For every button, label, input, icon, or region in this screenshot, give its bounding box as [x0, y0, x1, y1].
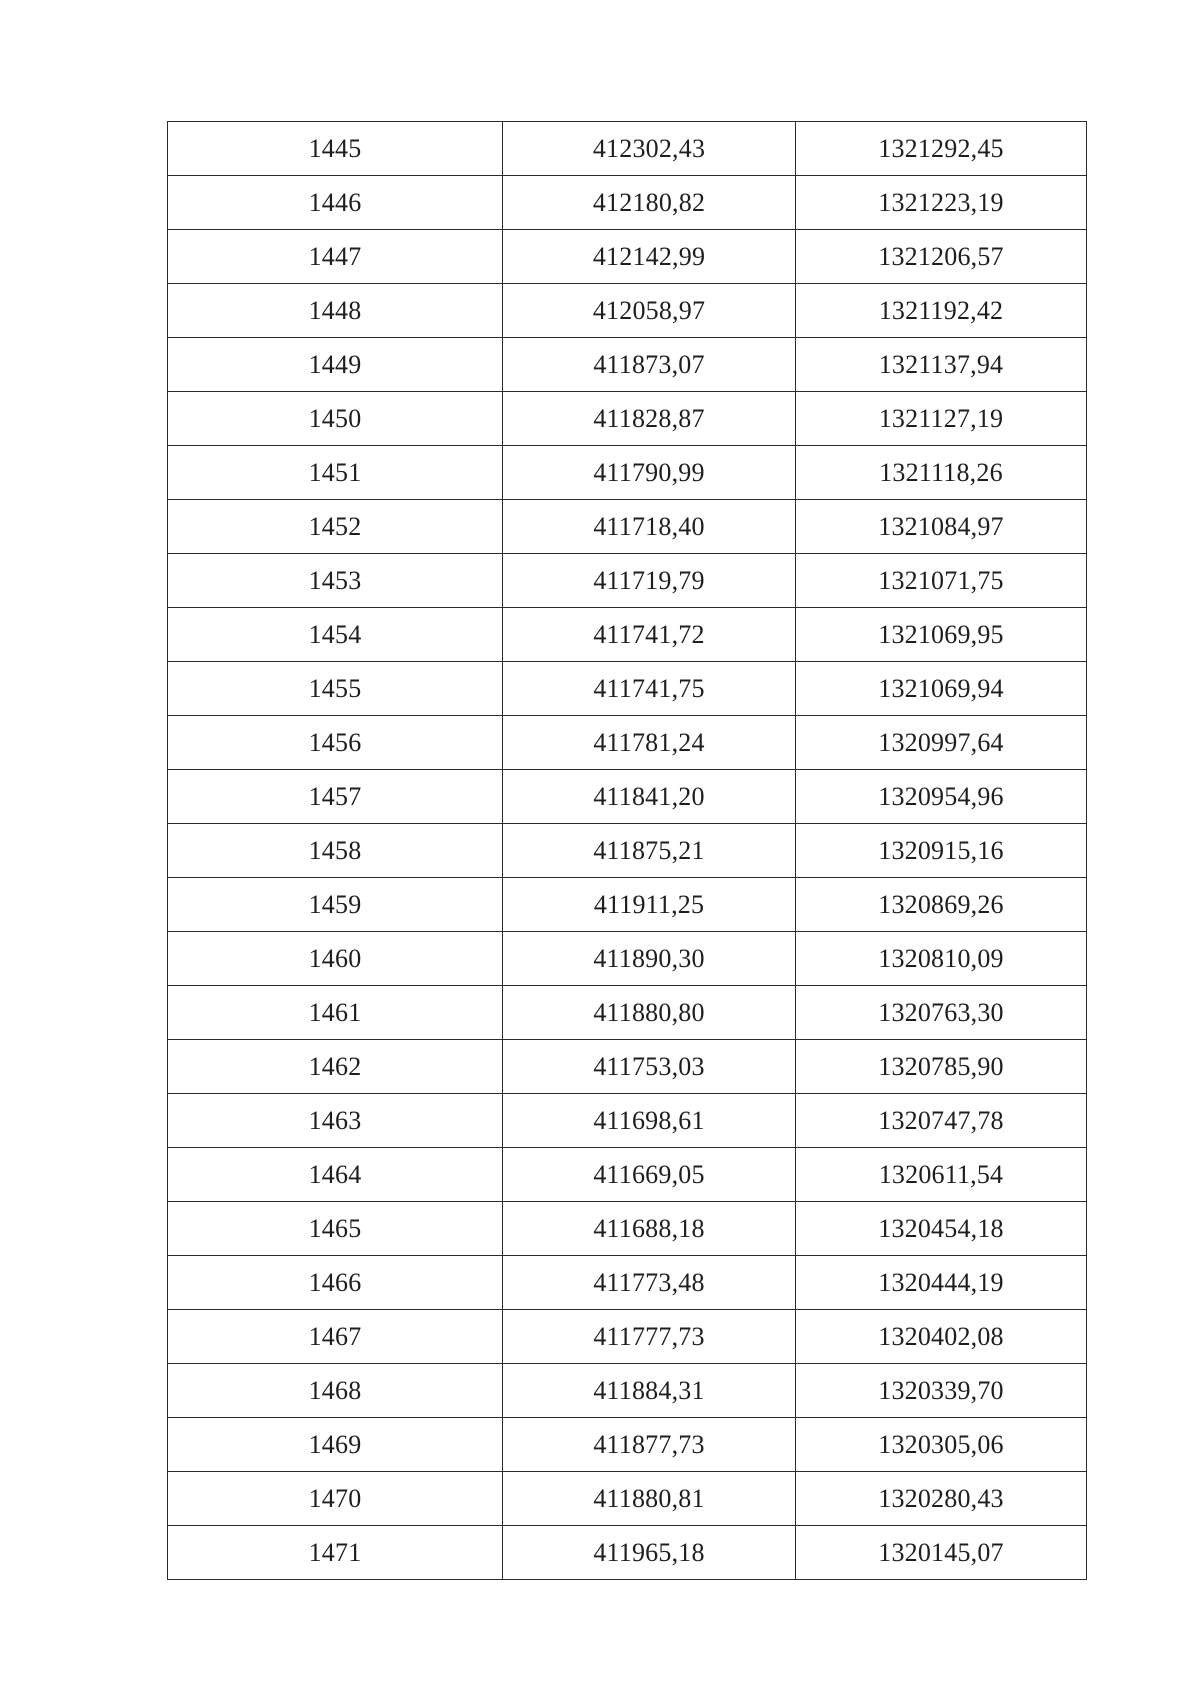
table-row: [168, 446, 1087, 500]
y-coordinate-cell: 1320454,18: [796, 1202, 1087, 1256]
point-number-cell: 1467: [168, 1310, 503, 1364]
point-number-cell: 1456: [168, 716, 503, 770]
y-coordinate-cell: 1320869,26: [796, 878, 1087, 932]
table-row: [168, 662, 1087, 716]
x-coordinate-cell: 412302,43: [503, 122, 796, 176]
y-coordinate-cell: 1320763,30: [796, 986, 1087, 1040]
y-coordinate-cell: 1320997,64: [796, 716, 1087, 770]
point-number-cell: 1469: [168, 1418, 503, 1472]
table-row: [168, 1526, 1087, 1580]
y-coordinate-cell: 1321071,75: [796, 554, 1087, 608]
y-coordinate-cell: 1320810,09: [796, 932, 1087, 986]
x-coordinate-cell: 411890,30: [503, 932, 796, 986]
point-number-cell: 1465: [168, 1202, 503, 1256]
table-row: [168, 1472, 1087, 1526]
x-coordinate-cell: 411828,87: [503, 392, 796, 446]
y-coordinate-cell: 1320145,07: [796, 1526, 1087, 1580]
y-coordinate-cell: 1321127,19: [796, 392, 1087, 446]
table-row: [168, 554, 1087, 608]
y-coordinate-cell: 1321292,45: [796, 122, 1087, 176]
point-number-cell: 1466: [168, 1256, 503, 1310]
table-row: [168, 500, 1087, 554]
table-row: [168, 1202, 1087, 1256]
x-coordinate-cell: 411718,40: [503, 500, 796, 554]
x-coordinate-cell: 411911,25: [503, 878, 796, 932]
point-number-cell: 1446: [168, 176, 503, 230]
x-coordinate-cell: 411777,73: [503, 1310, 796, 1364]
x-coordinate-cell: 411773,48: [503, 1256, 796, 1310]
table-row: [168, 716, 1087, 770]
x-coordinate-cell: 411873,07: [503, 338, 796, 392]
table-row: [168, 1364, 1087, 1418]
y-coordinate-cell: 1320280,43: [796, 1472, 1087, 1526]
x-coordinate-cell: 411875,21: [503, 824, 796, 878]
x-coordinate-cell: 411669,05: [503, 1148, 796, 1202]
point-number-cell: 1462: [168, 1040, 503, 1094]
x-coordinate-cell: 411781,24: [503, 716, 796, 770]
y-coordinate-cell: 1321206,57: [796, 230, 1087, 284]
x-coordinate-cell: 411880,81: [503, 1472, 796, 1526]
x-coordinate-cell: 411741,72: [503, 608, 796, 662]
point-number-cell: 1450: [168, 392, 503, 446]
table-row: [168, 932, 1087, 986]
y-coordinate-cell: 1321069,95: [796, 608, 1087, 662]
point-number-cell: 1452: [168, 500, 503, 554]
coordinates-table-body: [168, 122, 1087, 1580]
point-number-cell: 1445: [168, 122, 503, 176]
table-row: [168, 392, 1087, 446]
y-coordinate-cell: 1321223,19: [796, 176, 1087, 230]
x-coordinate-cell: 411790,99: [503, 446, 796, 500]
point-number-cell: 1464: [168, 1148, 503, 1202]
point-number-cell: 1471: [168, 1526, 503, 1580]
table-row: [168, 284, 1087, 338]
table-row: [168, 230, 1087, 284]
point-number-cell: 1458: [168, 824, 503, 878]
x-coordinate-cell: 411719,79: [503, 554, 796, 608]
x-coordinate-cell: 411884,31: [503, 1364, 796, 1418]
y-coordinate-cell: 1321192,42: [796, 284, 1087, 338]
x-coordinate-cell: 411753,03: [503, 1040, 796, 1094]
x-coordinate-cell: 411877,73: [503, 1418, 796, 1472]
y-coordinate-cell: 1320339,70: [796, 1364, 1087, 1418]
point-number-cell: 1463: [168, 1094, 503, 1148]
y-coordinate-cell: 1320444,19: [796, 1256, 1087, 1310]
y-coordinate-cell: 1320611,54: [796, 1148, 1087, 1202]
table-row: [168, 1094, 1087, 1148]
table-row: [168, 1040, 1087, 1094]
point-number-cell: 1447: [168, 230, 503, 284]
point-number-cell: 1448: [168, 284, 503, 338]
point-number-cell: 1449: [168, 338, 503, 392]
point-number-cell: 1455: [168, 662, 503, 716]
table-row: [168, 122, 1087, 176]
point-number-cell: 1451: [168, 446, 503, 500]
y-coordinate-cell: 1320402,08: [796, 1310, 1087, 1364]
x-coordinate-cell: 411841,20: [503, 770, 796, 824]
y-coordinate-cell: 1320747,78: [796, 1094, 1087, 1148]
y-coordinate-cell: 1321118,26: [796, 446, 1087, 500]
x-coordinate-cell: 411965,18: [503, 1526, 796, 1580]
point-number-cell: 1461: [168, 986, 503, 1040]
point-number-cell: 1457: [168, 770, 503, 824]
table-row: [168, 338, 1087, 392]
table-row: [168, 1256, 1087, 1310]
point-number-cell: 1453: [168, 554, 503, 608]
point-number-cell: 1470: [168, 1472, 503, 1526]
y-coordinate-cell: 1321069,94: [796, 662, 1087, 716]
x-coordinate-cell: 412058,97: [503, 284, 796, 338]
table-row: [168, 986, 1087, 1040]
table-row: [168, 1148, 1087, 1202]
x-coordinate-cell: 411688,18: [503, 1202, 796, 1256]
point-number-cell: 1468: [168, 1364, 503, 1418]
table-row: [168, 770, 1087, 824]
table-row: [168, 1418, 1087, 1472]
x-coordinate-cell: 412142,99: [503, 230, 796, 284]
y-coordinate-cell: 1321137,94: [796, 338, 1087, 392]
table-row: [168, 608, 1087, 662]
y-coordinate-cell: 1321084,97: [796, 500, 1087, 554]
y-coordinate-cell: 1320915,16: [796, 824, 1087, 878]
y-coordinate-cell: 1320954,96: [796, 770, 1087, 824]
point-number-cell: 1454: [168, 608, 503, 662]
table-row: [168, 824, 1087, 878]
x-coordinate-cell: 411698,61: [503, 1094, 796, 1148]
coordinates-table: [167, 121, 1087, 1580]
table-row: [168, 176, 1087, 230]
x-coordinate-cell: 411741,75: [503, 662, 796, 716]
y-coordinate-cell: 1320305,06: [796, 1418, 1087, 1472]
point-number-cell: 1460: [168, 932, 503, 986]
x-coordinate-cell: 412180,82: [503, 176, 796, 230]
point-number-cell: 1459: [168, 878, 503, 932]
x-coordinate-cell: 411880,80: [503, 986, 796, 1040]
table-row: [168, 1310, 1087, 1364]
table-row: [168, 878, 1087, 932]
y-coordinate-cell: 1320785,90: [796, 1040, 1087, 1094]
